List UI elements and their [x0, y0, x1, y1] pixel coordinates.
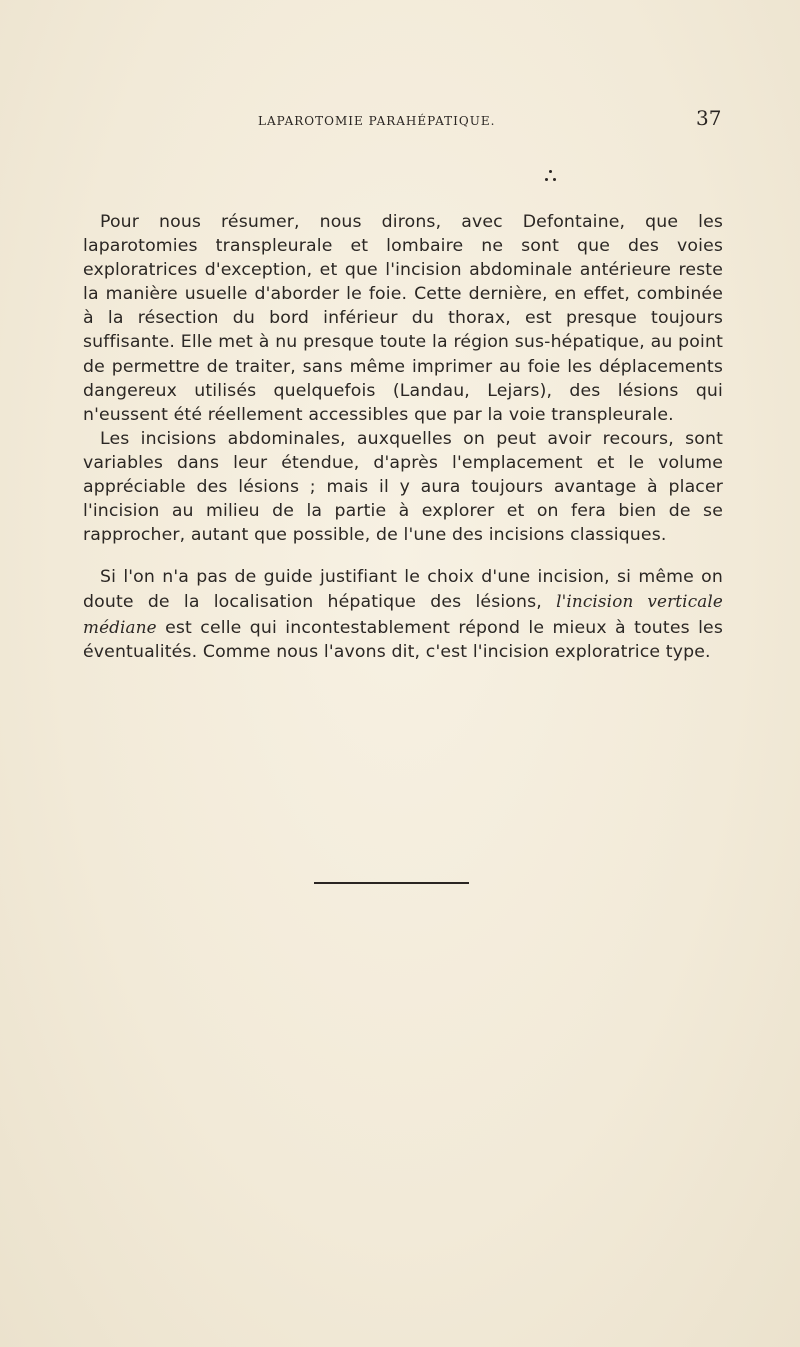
asterism-dot	[553, 178, 556, 181]
section-end-rule	[314, 882, 469, 884]
asterism-dot	[549, 170, 552, 173]
paragraph-3-end: est celle qui incontestablement répond le mieux à toutes les éventualités. Comme nous l'avons dit, c'est l'incision exploratrice type.	[83, 617, 723, 662]
paragraph-3-italic: l'incision verticale médiane	[83, 591, 724, 637]
running-title: LAPAROTOMIE PARAHÉPATIQUE.	[258, 114, 496, 128]
page-number: 37	[696, 106, 722, 130]
paragraph-3	[83, 565, 723, 663]
asterism-ornament	[544, 168, 560, 188]
paragraph-2: Les incisions abdominales, auxquelles on peut avoir recours, sont variables dans leur étendue, d'après l'emplacement et le volume appréciable des lésions ; mais il y aura toujours avantage à placer l'incision au milieu de la partie à explorer et on fera bien de se rapprocher, autant que possible, de l'une des incisions classiques.	[83, 428, 723, 546]
body-text	[83, 210, 723, 664]
paragraph-1: Pour nous résumer, nous dirons, avec Defontaine, que les laparotomies transpleurale et lombaire ne sont que des voies exploratrices d'exception, et que l'incision abdominale antérieure reste la manière usuelle d'aborder le foie. Cette dernière, en effet, combinée à la résection du bord inférieur du thorax, est presque toujours suffisante. Elle met à nu presque toute la région sus-hépatique, au point de permettre de traiter, sans même imprimer au foie les déplacements dangereux utilisés quelquefois (Landau, Lejars), des lésions qui n'eussent été réellement accessibles que par la voie transpleurale.	[83, 212, 723, 425]
paragraph-3-start: Si l'on n'a pas de guide justifiant le choix d'une incision, si même on doute de la localisation hépatique des lésions,	[83, 567, 723, 613]
asterism-dot	[545, 178, 548, 181]
